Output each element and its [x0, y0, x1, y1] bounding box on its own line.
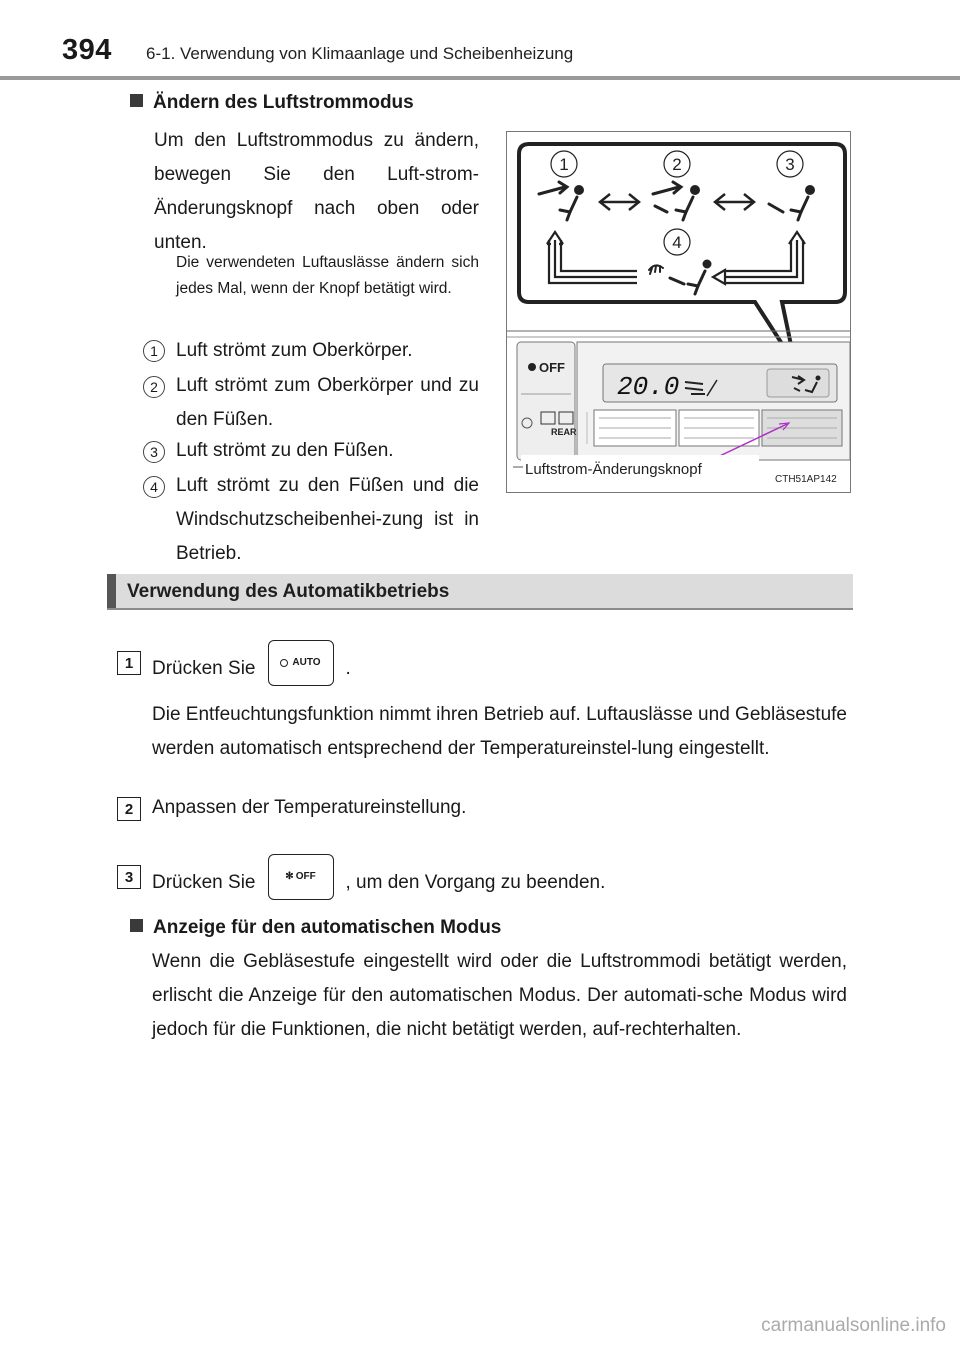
header-rule	[0, 76, 960, 80]
step-3-line	[152, 860, 605, 906]
airflow-intro: Um den Luftstrommodus zu ändern, bewegen Sie den Luft-strom-Änderungsknopf nach oben oder unten.	[154, 130, 479, 253]
section-header	[107, 574, 853, 610]
step-1-end: .	[345, 658, 351, 679]
temperature-display: 20.0	[617, 372, 680, 402]
callout-number-1: 1	[559, 155, 569, 174]
item-number-2: 2	[143, 376, 165, 398]
step-number-1: 1	[117, 651, 141, 675]
figure-code: CTH51AP142	[775, 474, 837, 485]
callout-number-4: 4	[672, 233, 682, 252]
indicator-heading: Anzeige für den automatischen Modus	[130, 917, 501, 939]
page-number: 394	[62, 34, 112, 66]
airflow-item-4: Luft strömt zu den Füßen und die Windschutzscheibenhei-zung ist in Betrieb.	[176, 475, 479, 564]
knob-caption: Luftstrom-Änderungsknopf	[525, 461, 702, 478]
square-bullet-icon	[130, 919, 143, 932]
control-panel	[507, 331, 850, 485]
fan-icon: ✻	[285, 871, 294, 882]
airflow-item-3: Luft strömt zu den Füßen.	[176, 440, 394, 461]
airflow-item-1: Luft strömt zum Oberkörper.	[176, 340, 413, 361]
indicator-icon	[280, 659, 288, 667]
fan-icon	[528, 363, 536, 371]
step-1-detail: Die Entfeuchtungsfunktion nimmt ihren Betrieb auf. Luftauslässe und Gebläsestufe werden automatisch entsprechend der Temperatureinstel-lung eingestellt.	[152, 704, 847, 759]
section-accent	[107, 574, 116, 608]
auto-button[interactable]: AUTO	[268, 640, 334, 686]
step-3-end: , um den Vorgang zu beenden.	[345, 872, 606, 893]
step-3-text: Drücken Sie	[152, 872, 256, 893]
chapter-title: 6-1. Verwendung von Klimaanlage und Scheibenheizung	[146, 44, 574, 63]
airflow-item-2: Luft strömt zum Oberkörper und zu den Füßen.	[176, 375, 479, 430]
step-1-line	[152, 646, 351, 692]
item-number-3: 3	[143, 441, 165, 463]
off-button[interactable]: ✻ OFF	[268, 854, 334, 900]
square-bullet-icon	[130, 94, 143, 107]
step-2-text: Anpassen der Temperatureinstellung.	[152, 797, 467, 818]
step-number-2: 2	[117, 797, 141, 821]
indicator-text: Wenn die Gebläsestufe eingestellt wird oder die Luftstrommodi betätigt werden, erlischt die Anzeige für den automatischen Modus. Der automati-sche Modus wird jedoch für die Funktionen, die nicht betätigt werden, auf-rechterhalten.	[152, 951, 847, 1040]
watermark: carmanualsonline.info	[761, 1315, 946, 1336]
airflow-figure	[506, 131, 851, 493]
airflow-heading: Ändern des Luftstrommodus	[130, 92, 414, 114]
step-1-text: Drücken Sie	[152, 658, 256, 679]
rear-label: REAR	[551, 427, 577, 437]
climate-panel-illustration	[507, 132, 850, 492]
callout-number-3: 3	[785, 155, 795, 174]
callout-number-2: 2	[672, 155, 682, 174]
airflow-note: Die verwendeten Luftauslässe ändern sich jedes Mal, wenn der Knopf betätigt wird.	[176, 254, 479, 297]
item-number-1: 1	[143, 340, 165, 362]
step-number-3: 3	[117, 865, 141, 889]
fan-off-label: OFF	[539, 360, 565, 375]
section-title: Verwendung des Automatikbetriebs	[127, 581, 450, 602]
item-number-4: 4	[143, 476, 165, 498]
